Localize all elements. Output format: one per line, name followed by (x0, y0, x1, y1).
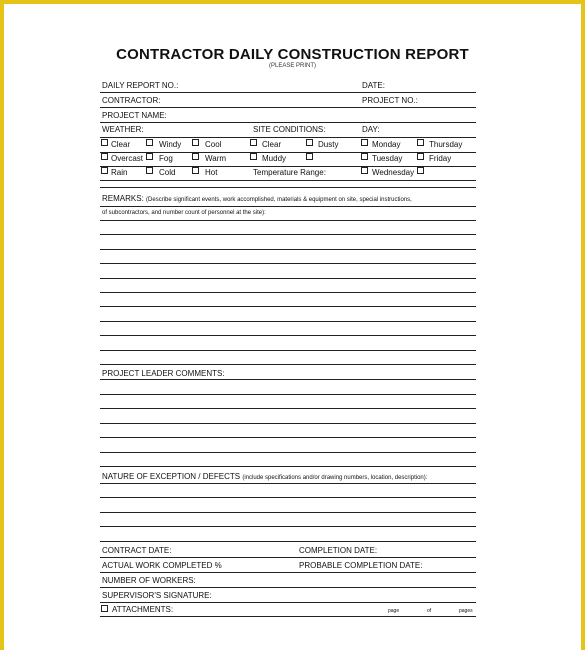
of-label: of (427, 608, 432, 614)
site-dusty-label: Dusty (318, 140, 339, 149)
ruled-line (100, 437, 476, 438)
day-monday-checkbox[interactable] (361, 139, 368, 146)
ruled-line (100, 452, 476, 453)
weather-rain-label: Rain (111, 168, 128, 177)
ruled-line (100, 394, 476, 395)
weather-hot-checkbox[interactable] (192, 167, 199, 174)
page-title: CONTRACTOR DAILY CONSTRUCTION REPORT (116, 46, 469, 63)
attachments-label: ATTACHMENTS: (112, 605, 174, 614)
weather-fog-checkbox[interactable] (146, 153, 153, 160)
weather-rain-checkbox[interactable] (101, 167, 108, 174)
exceptions-label: NATURE OF EXCEPTION / DEFECTS (include specifications and/or drawing numbers, location, description): (102, 472, 428, 481)
leader-comments-label: PROJECT LEADER COMMENTS: (102, 369, 225, 378)
probable-completion-label: PROBABLE COMPLETION DATE: (299, 561, 423, 570)
site-muddy-checkbox[interactable] (250, 153, 257, 160)
remarks-top-line (100, 187, 476, 188)
ruled-line (100, 364, 476, 365)
site-muddy-label: Muddy (262, 154, 287, 163)
daily-report-no-label: DAILY REPORT NO.: (102, 81, 179, 90)
contract-date-line[interactable] (100, 557, 476, 558)
temperature-range-label: Temperature Range: (253, 168, 326, 177)
page-subtitle: (PLEASE PRINT) (268, 63, 316, 69)
attachments-line[interactable] (100, 616, 476, 617)
supervisor-signature-line[interactable] (100, 602, 476, 603)
ruled-line (100, 321, 476, 322)
weather-hot-label: Hot (205, 168, 218, 177)
day-wednesday-label: Wednesday (372, 168, 415, 177)
ruled-line (100, 335, 476, 336)
ruled-line (100, 292, 476, 293)
day-friday-checkbox[interactable] (417, 153, 424, 160)
ruled-line (100, 350, 476, 351)
ruled-line (100, 526, 476, 527)
weather-overcast-checkbox[interactable] (101, 153, 108, 160)
day-wednesday-checkbox[interactable] (361, 167, 368, 174)
weather-line (100, 137, 476, 138)
ruled-line (100, 483, 476, 484)
contractor-line[interactable] (100, 107, 476, 108)
actual-work-label: ACTUAL WORK COMPLETED % (102, 561, 222, 570)
day-thursday-label: Thursday (429, 140, 463, 149)
ruled-line (100, 497, 476, 498)
date-label: DATE: (362, 81, 385, 90)
remarks-note-line2: of subcontractors, and number count of personnel at the site): (102, 210, 266, 216)
ruled-line (100, 220, 476, 221)
ruled-line (100, 466, 476, 467)
day-extra-checkbox[interactable] (417, 167, 424, 174)
workers-line[interactable] (100, 587, 476, 588)
daily-report-line[interactable] (100, 92, 476, 93)
weather-warm-checkbox[interactable] (192, 153, 199, 160)
ruled-line (100, 249, 476, 250)
ruled-line (100, 423, 476, 424)
page-label: page (388, 608, 400, 614)
weather-overcast-label: Overcast (111, 154, 144, 163)
actual-work-line[interactable] (100, 572, 476, 573)
remarks-label: REMARKS: (Describe significant events, work accomplished, materials & equipment on site, special instructions, (102, 194, 412, 203)
day-tuesday-checkbox[interactable] (361, 153, 368, 160)
remarks-note: (Describe significant events, work accomplished, materials & equipment on site, special instructions, (146, 197, 412, 203)
contract-date-label: CONTRACT DATE: (102, 546, 172, 555)
site-clear-checkbox[interactable] (250, 139, 257, 146)
weather-clear-label: Clear (111, 140, 131, 149)
ruled-line (100, 263, 476, 264)
workers-label: NUMBER OF WORKERS: (102, 576, 196, 585)
day-monday-label: Monday (372, 140, 401, 149)
contractor-label: CONTRACTOR: (102, 96, 161, 105)
ruled-line (100, 278, 476, 279)
weather-fog-label: Fog (159, 154, 173, 163)
weather-cool-checkbox[interactable] (192, 139, 199, 146)
supervisor-signature-label: SUPERVISOR'S SIGNATURE: (102, 591, 212, 600)
site-conditions-label: SITE CONDITIONS: (253, 125, 326, 134)
pages-label: pages (459, 608, 473, 614)
weather-label: WEATHER: (102, 125, 144, 134)
site-dusty-checkbox[interactable] (306, 139, 313, 146)
weather-cold-checkbox[interactable] (146, 167, 153, 174)
weather-cool-label: Cool (205, 140, 222, 149)
ruled-line (100, 379, 476, 380)
day-label: DAY: (362, 125, 380, 134)
ruled-line (100, 234, 476, 235)
ruled-line (100, 512, 476, 513)
report-sheet (4, 4, 581, 650)
day-tuesday-label: Tuesday (372, 154, 403, 163)
remarks-divider (100, 206, 476, 207)
day-friday-label: Friday (429, 154, 452, 163)
day-thursday-checkbox[interactable] (417, 139, 424, 146)
project-no-label: PROJECT NO.: (362, 96, 418, 105)
site-other-checkbox[interactable] (306, 153, 313, 160)
weather-windy-checkbox[interactable] (146, 139, 153, 146)
weather-warm-label: Warm (205, 154, 227, 163)
attachments-checkbox[interactable] (101, 605, 108, 612)
completion-date-label: COMPLETION DATE: (299, 546, 378, 555)
checkbox-row-3-line (100, 180, 476, 181)
weather-clear-checkbox[interactable] (101, 139, 108, 146)
ruled-line (100, 541, 476, 542)
project-name-label: PROJECT NAME: (102, 111, 167, 120)
site-clear-label: Clear (262, 140, 282, 149)
weather-cold-label: Cold (159, 168, 176, 177)
ruled-line (100, 306, 476, 307)
ruled-line (100, 408, 476, 409)
exceptions-note: (include specifications and/or drawing numbers, location, description): (242, 475, 428, 481)
weather-windy-label: Windy (159, 140, 182, 149)
project-name-line[interactable] (100, 122, 476, 123)
